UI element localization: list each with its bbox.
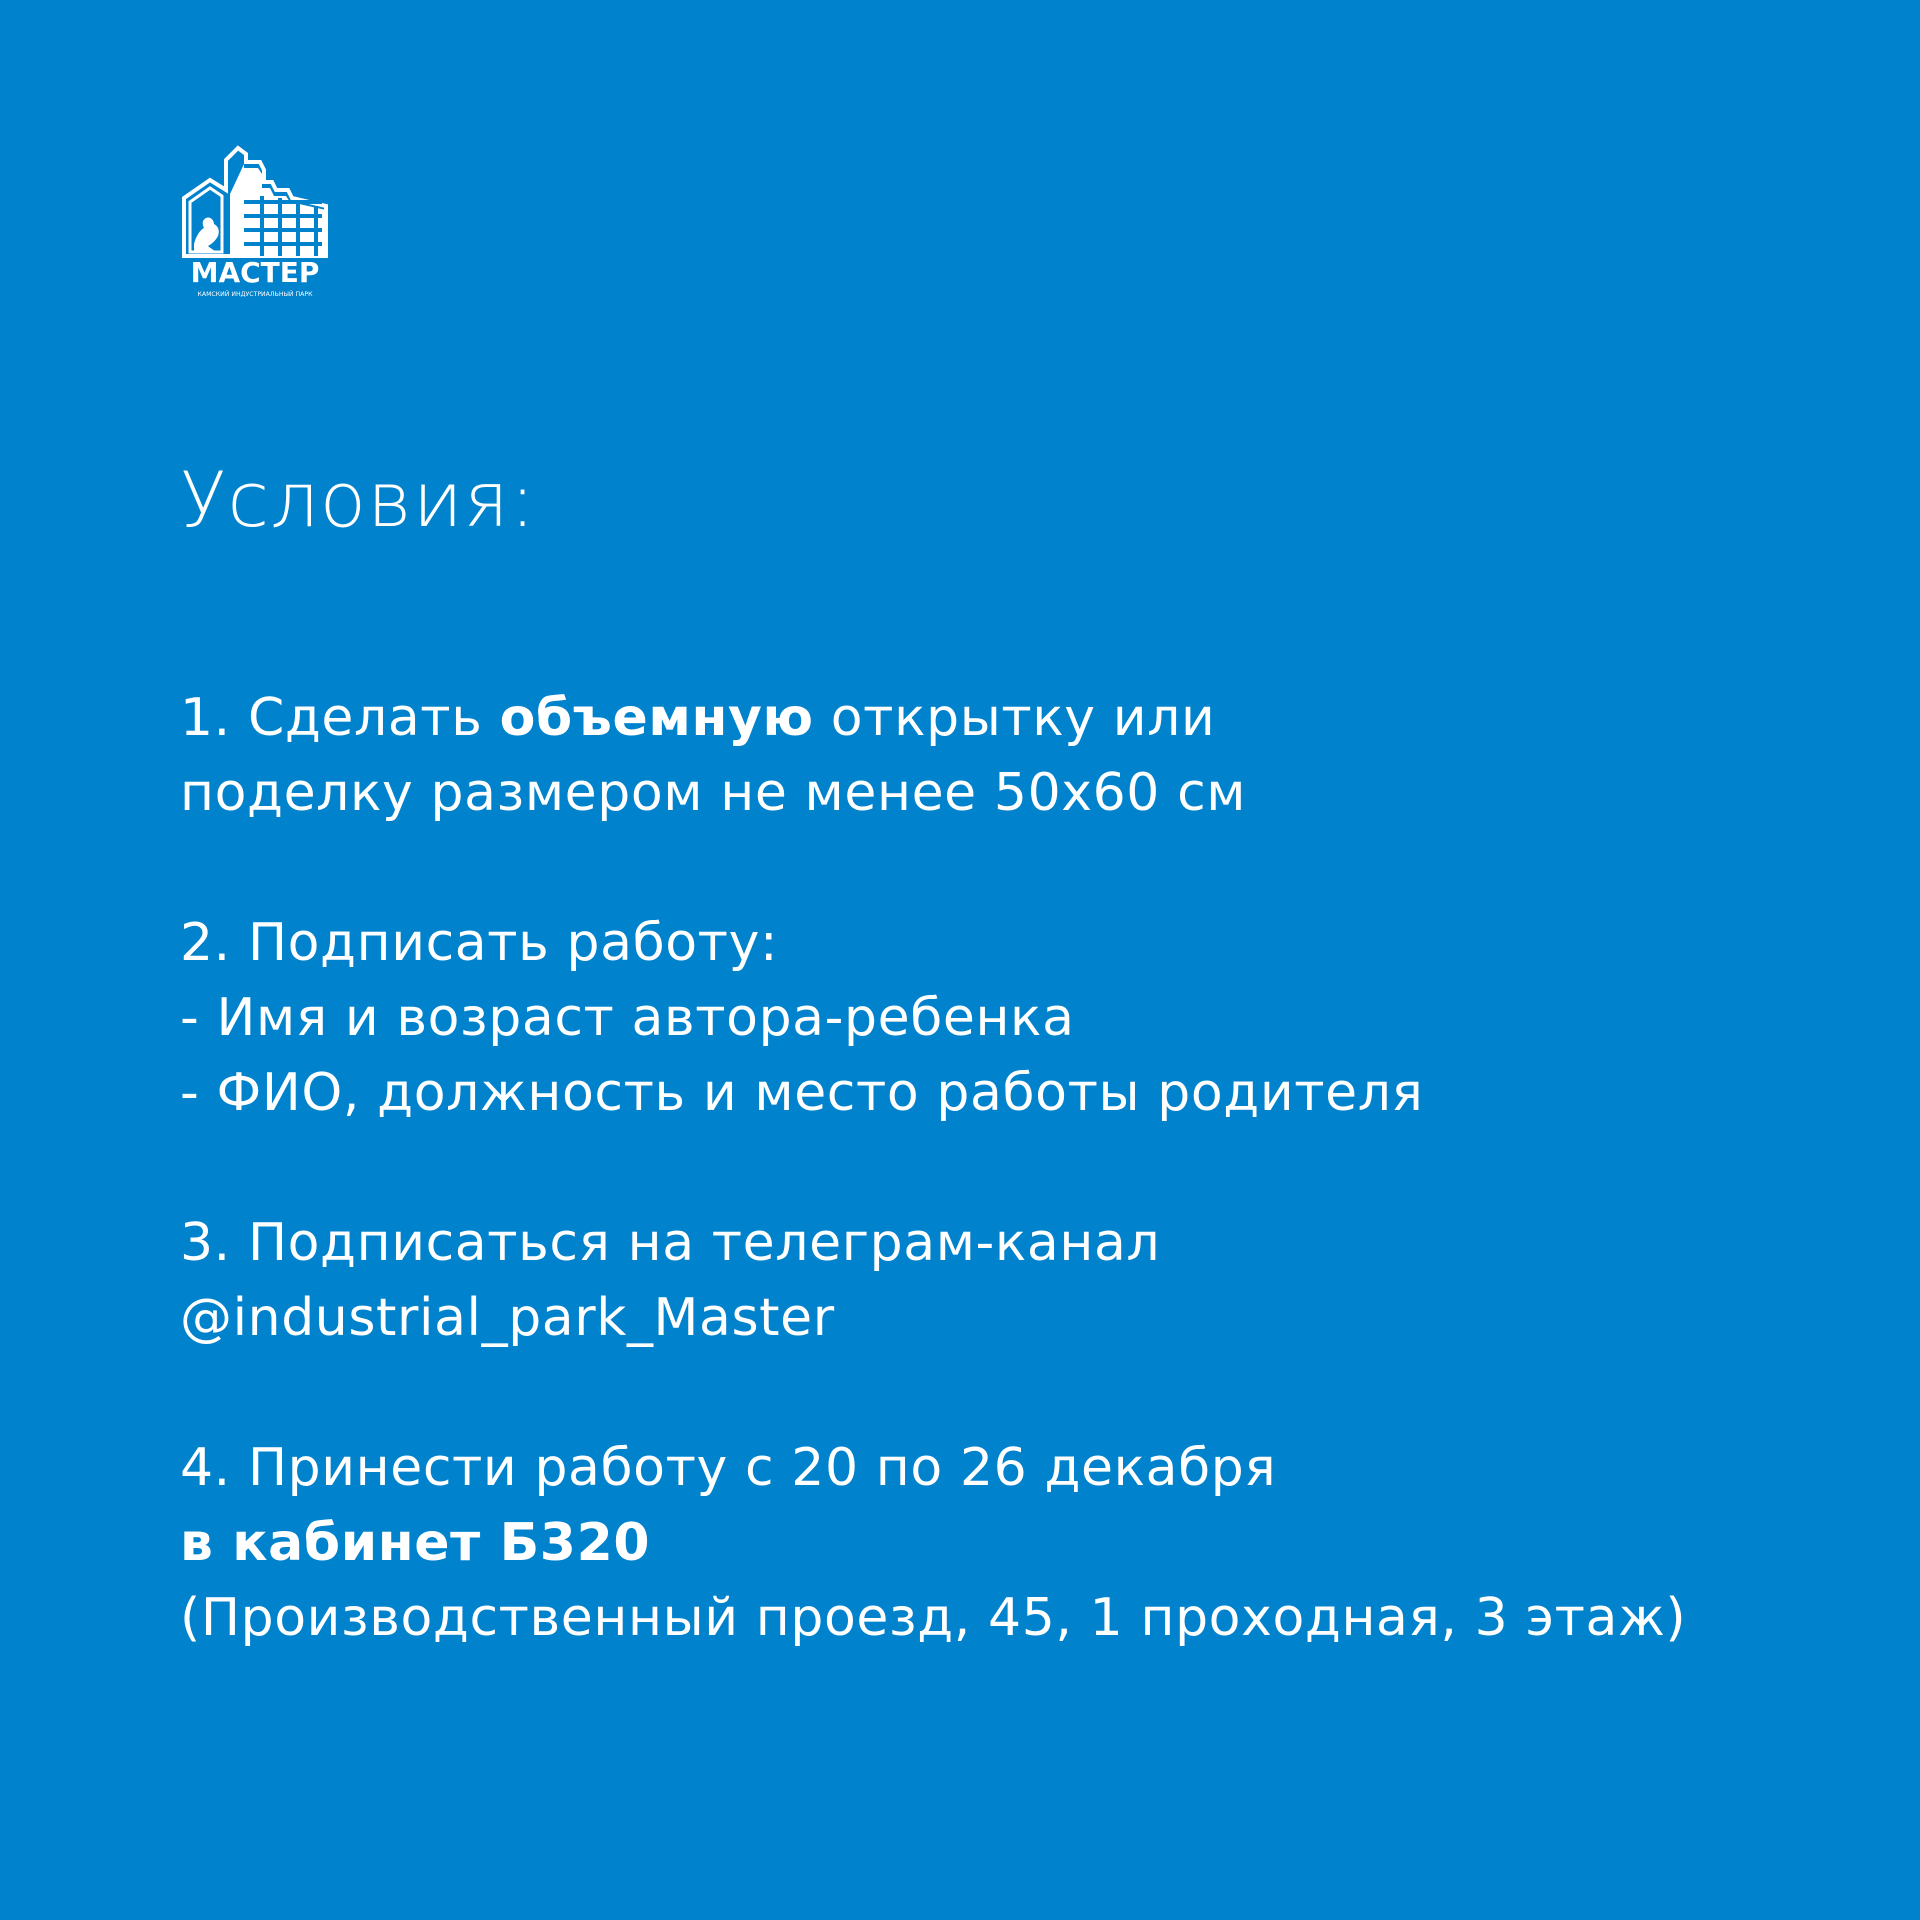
spacer (180, 1131, 1880, 1206)
list-item-3-line-1: 3. Подписаться на телеграм-канал (180, 1213, 1161, 1273)
list-item-1-line-2: поделку размером не менее 50x60 см (180, 763, 1247, 823)
list-item-2-line-3: - ФИО, должность и место работы родителя (180, 1063, 1424, 1123)
list-item-4-line-3: (Производственный проезд, 45, 1 проходная, 3 этаж) (180, 1588, 1687, 1648)
list-item-4-line-1: 4. Принести работу с 20 по 26 декабря (180, 1438, 1277, 1498)
list-item-1-line-1 (180, 681, 1880, 756)
list-item-1-bold: объемную (499, 688, 814, 748)
list-item-2-line-1: 2. Подписать работу: (180, 913, 779, 973)
logo-name: МАСТЕР (190, 256, 320, 289)
spacer (180, 831, 1880, 906)
spacer (180, 1356, 1880, 1431)
list-item-1-suffix: открытку или (813, 688, 1216, 748)
logo-subtitle: КАМСКИЙ ИНДУСТРИАЛЬНЫЙ ПАРК (197, 291, 313, 298)
list-item-4-line-2: в кабинет Б320 (180, 1513, 651, 1573)
page-title: Условия: (180, 455, 537, 544)
logo (180, 140, 330, 305)
factory-building-icon (180, 140, 330, 258)
list-item-2-line-2: - Имя и возраст автора-ребенка (180, 988, 1075, 1048)
list-item-1-prefix: 1. Сделать (180, 688, 500, 748)
conditions-list (180, 681, 1880, 1656)
telegram-channel-handle: @industrial_park_Master (180, 1288, 835, 1348)
